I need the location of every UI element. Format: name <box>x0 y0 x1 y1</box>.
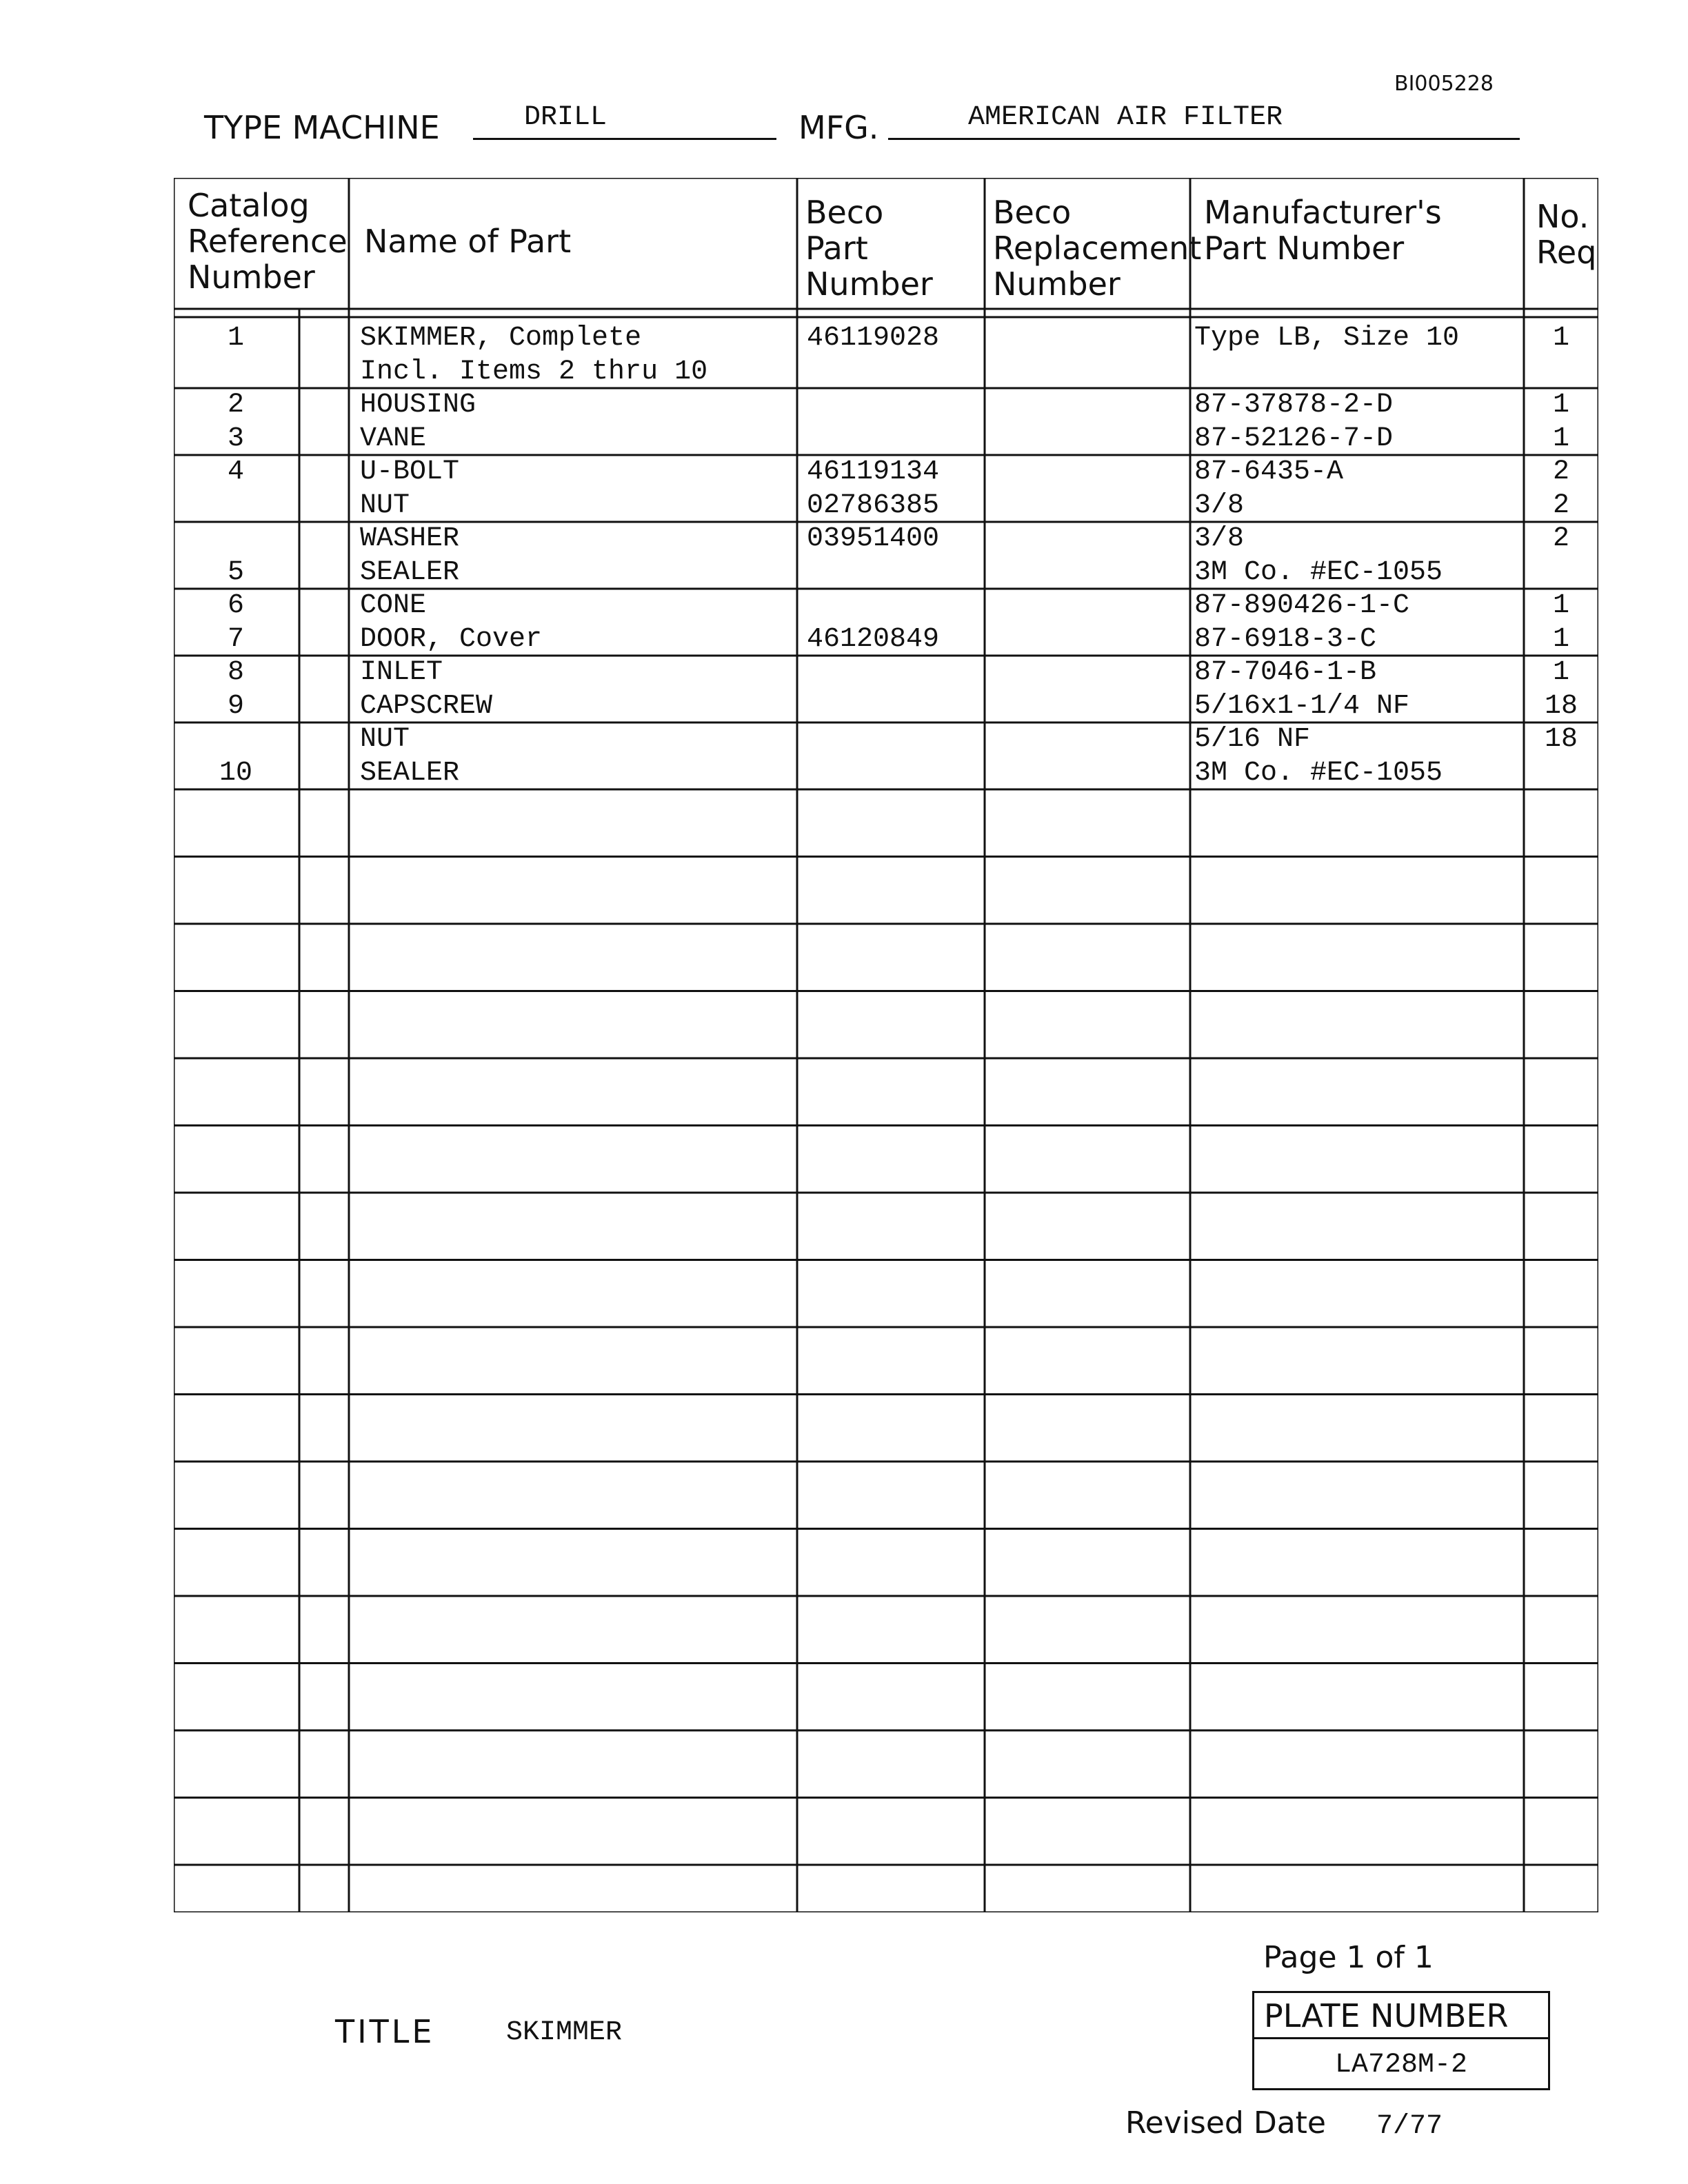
parts-table <box>174 178 1598 1912</box>
row-beco-part-number: 03951400 <box>807 523 940 554</box>
row-catalog-ref: 6 <box>227 590 244 621</box>
row-catalog-ref: 9 <box>227 690 244 722</box>
mfg-value: AMERICAN AIR FILTER <box>968 102 1283 133</box>
page-indicator: Page 1 of 1 <box>1263 1940 1434 1975</box>
row-catalog-ref: 1 <box>227 323 244 354</box>
document-id: BI005228 <box>1394 72 1494 96</box>
row-qty-required: 1 <box>1552 657 1569 688</box>
row-mfr-part-number: 87-52126-7-D <box>1194 423 1394 454</box>
row-catalog-ref: 4 <box>227 456 244 487</box>
row-qty-required: 1 <box>1552 323 1569 354</box>
row-catalog-ref: 8 <box>227 657 244 688</box>
row-mfr-part-number: 5/16 NF <box>1194 724 1311 755</box>
col-header-name: Name of Part <box>364 223 572 260</box>
title-value: SKIMMER <box>506 2017 623 2048</box>
row-mfr-part-number: 87-6435-A <box>1194 456 1344 487</box>
row-beco-part-number: 46119134 <box>807 456 940 487</box>
type-machine-underline <box>473 138 776 140</box>
row-part-name: SKIMMER, Complete <box>360 323 642 354</box>
row-mfr-part-number: 3/8 <box>1194 489 1245 521</box>
row-part-name: Incl. Items 2 thru 10 <box>360 356 708 387</box>
plate-number-value: LA728M-2 <box>1334 2050 1468 2081</box>
row-qty-required: 1 <box>1552 623 1569 655</box>
row-mfr-part-number: 3/8 <box>1194 523 1245 554</box>
row-qty-required: 2 <box>1552 523 1569 554</box>
plate-number-box <box>1252 1991 1550 2090</box>
row-part-name: SEALER <box>360 556 460 588</box>
row-part-name: CONE <box>360 590 427 621</box>
mfg-label: MFG. <box>798 109 879 146</box>
row-part-name: HOUSING <box>360 390 476 421</box>
row-qty-required: 18 <box>1544 690 1578 722</box>
type-machine-label: TYPE MACHINE <box>204 109 440 146</box>
row-mfr-part-number: 87-6918-3-C <box>1194 623 1377 655</box>
row-qty-required: 18 <box>1544 724 1578 755</box>
row-qty-required: 2 <box>1552 489 1569 521</box>
row-mfr-part-number: 87-37878-2-D <box>1194 390 1394 421</box>
revised-date-label: Revised Date <box>1125 2105 1327 2141</box>
row-beco-part-number: 46120849 <box>807 623 940 655</box>
row-part-name: DOOR, Cover <box>360 623 543 655</box>
row-part-name: SEALER <box>360 757 460 789</box>
row-catalog-ref: 7 <box>227 623 244 655</box>
row-qty-required: 1 <box>1552 390 1569 421</box>
type-machine-value: DRILL <box>524 102 607 133</box>
plate-number-label: PLATE NUMBER <box>1264 1997 1509 2034</box>
row-catalog-ref: 2 <box>227 390 244 421</box>
row-qty-required: 1 <box>1552 423 1569 454</box>
row-mfr-part-number: 87-7046-1-B <box>1194 657 1377 688</box>
row-mfr-part-number: Type LB, Size 10 <box>1194 323 1460 354</box>
row-beco-part-number: 46119028 <box>807 323 940 354</box>
row-part-name: VANE <box>360 423 427 454</box>
row-mfr-part-number: 5/16x1-1/4 NF <box>1194 690 1410 722</box>
row-part-name: NUT <box>360 489 410 521</box>
row-beco-part-number: 02786385 <box>807 489 940 521</box>
row-qty-required: 2 <box>1552 456 1569 487</box>
row-catalog-ref: 10 <box>219 757 252 789</box>
row-part-name: WASHER <box>360 523 460 554</box>
row-mfr-part-number: 3M Co. #EC-1055 <box>1194 757 1443 789</box>
row-mfr-part-number: 87-890426-1-C <box>1194 590 1410 621</box>
row-part-name: INLET <box>360 657 443 688</box>
mfg-underline <box>888 138 1520 140</box>
row-catalog-ref: 3 <box>227 423 244 454</box>
title-label: TITLE <box>335 2013 435 2050</box>
plate-divider <box>1254 2037 1548 2039</box>
row-mfr-part-number: 3M Co. #EC-1055 <box>1194 556 1443 588</box>
col-header-catalog-ref: Catalog Reference Number <box>188 187 348 296</box>
row-part-name: U-BOLT <box>360 456 460 487</box>
col-header-qty: No. Req <box>1536 198 1597 271</box>
col-header-beco-part: Beco Part Number <box>805 194 933 303</box>
revised-date-value: 7/77 <box>1376 2111 1443 2142</box>
row-part-name: CAPSCREW <box>360 690 493 722</box>
col-header-mfr-part: Manufacturer's Part Number <box>1204 194 1442 267</box>
row-part-name: NUT <box>360 724 410 755</box>
col-header-beco-replacement: Beco Replacement Number <box>993 194 1202 303</box>
row-catalog-ref: 5 <box>227 556 244 588</box>
row-qty-required: 1 <box>1552 590 1569 621</box>
